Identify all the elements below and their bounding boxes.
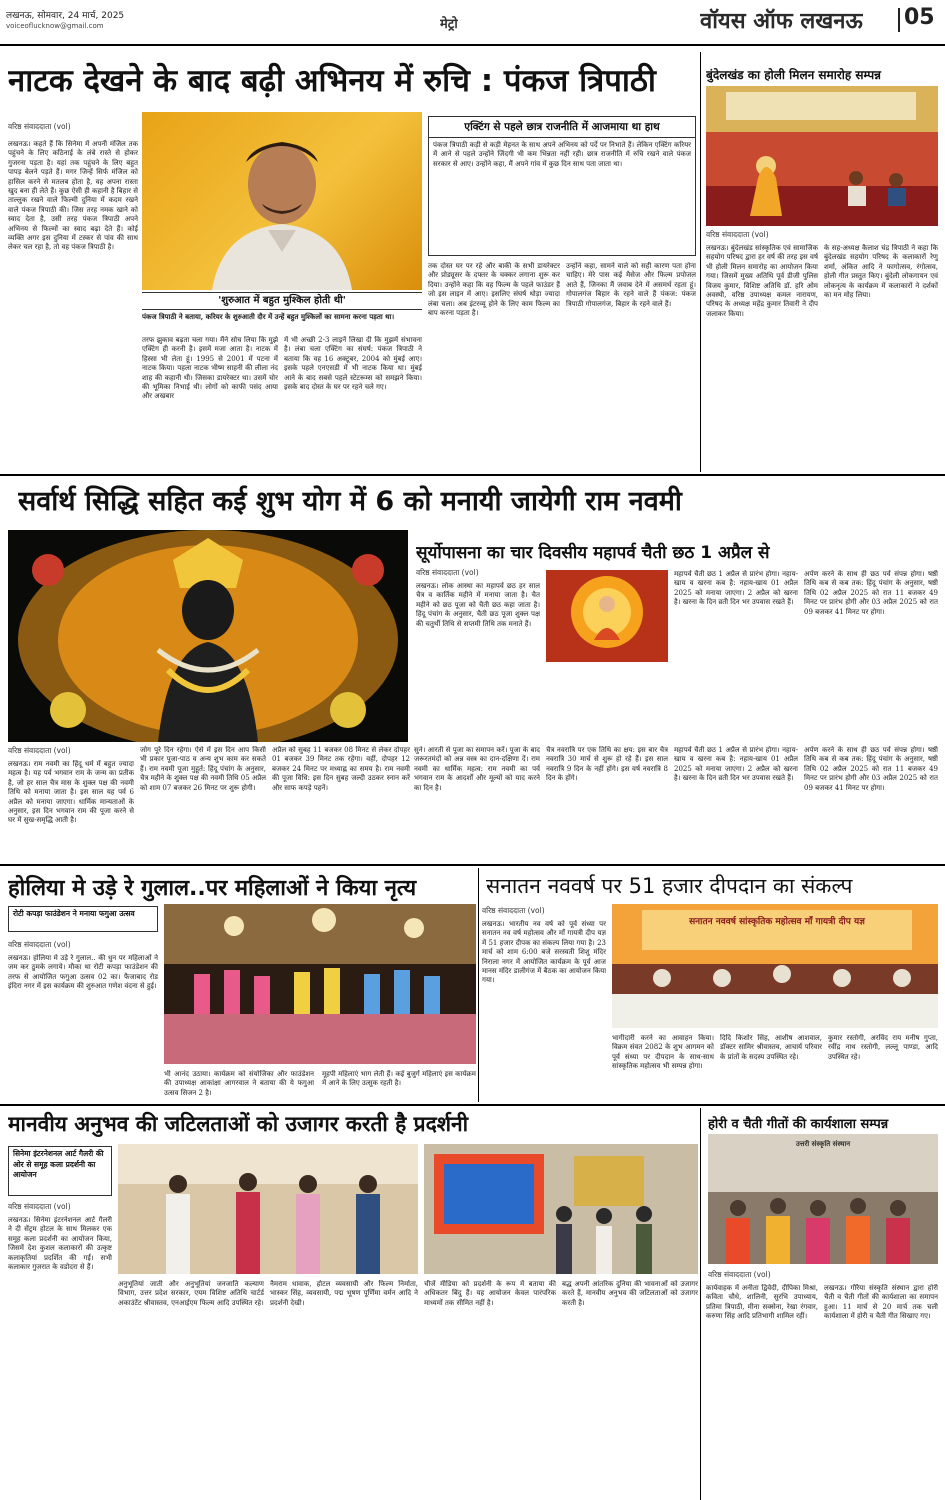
sidebar-text: पंकज त्रिपाठी कड़ी से कड़ी मेहनत के साथ अपने अभिनय को पर्दे पर निभाते हैं। लेकिन एक्टिंग करियर में आने से पहले उन्होंने जिंदगी भी कम भिन्नता नहीं रही। छात्र राजनीति में रुचि रखने वाले पंकज सरकार से आए। उन्होंने कहा, मैं अपने गांव में कुछ दिन साथ पता जाता था। — [433, 141, 691, 168]
sidebar-title: एक्टिंग से पहले छात्र राजनीति में आजमाया था हाथ — [429, 117, 695, 138]
story3-col2: जोग पूरे दिन रहेगा। ऐसे में इस दिन आप किसी भी प्रकार पूजा-पाठ व अन्य शुभ काम कर सकते हैं। राम नवमी पूजा मुहूर्त: हिंदू पंचांग के अनुसार, चैत्र महीने के शुक्ल पक्ष की नवमी तिथि 05 अप्रैल को शाम 07 बजकर 26 मिनट पर शुरू होगी। — [140, 746, 266, 792]
story6-col2: भागीदारी करने का आवाहन किया। विक्रम संवत 2082 के शुभ आगमन को पूर्व संध्या पर दीपदान के साथ-साथ सांस्कृतिक महोत्सव भी सम्पन्न होगा। — [612, 1034, 714, 1071]
story7-kicker: सिनेमा इंटरनेशनल आर्ट गैलरी की ओर से समूह कला प्रदर्शनी का आयोजन — [8, 1146, 112, 1196]
story2-text2: के सह-अध्यक्ष कैलाश चंद्र त्रिपाठी ने कहा कि बुंदेलखंड सहयोग परिषद के कलाकारों रेणु शर्मा, अंकित आदि ने फागोत्सव, रंगोत्सव, होली गीत प्रस्तुत किए। बुंदेली लोकगायन एवं लोकनृत्य के कार्यक्रम में कलाकारों ने दर्शकों का मन मोह लिया। — [824, 244, 938, 300]
story6-col3: दिदि किशोर सिंह, आशीष आशवाल, डॉक्टर सामिर श्रीवास्तव, आचार्य परिवार के प्रांतों के सदस्य उपस्थित रहे। — [720, 1034, 822, 1061]
story3-byline: वरिष्ठ संवाददाता (vol) — [8, 746, 71, 755]
story1-sidebar — [428, 116, 696, 256]
story5-headline: होलिया मे उड़े रे गुलाल..पर महिलाओं ने किया नृत्य — [8, 876, 417, 901]
dateline: लखनऊ, सोमवार, 24 मार्च, 2025 — [6, 11, 125, 21]
story7-col2: अनुभूतियां जाती और अनुभूतियां जनजाति कल्याण विभाग, उत्तर प्रदेश सरकार, एयम विशिष्ट अतिथि चार्टर्ड अकाउंटेंट श्रीवास्तव, एनआईएम फिल्म आदि उपस्थित रहे। — [118, 1280, 264, 1307]
masthead — [0, 0, 945, 44]
photo-subcaption: पंकज त्रिपाठी ने बताया, करियर के शुरुआती दौर में उन्हें बहुत मुश्किलों का सामना करना पड़ता था। — [142, 312, 395, 321]
story4-col4: चैत्र नवरात्रि पर एक तिथि का क्षय: इस बार चैत्र नवरात्रि 30 मार्च से शुरू हो रहे हैं। इस साल नवरात्रि 9 दिन के नहीं होंगे। इस वर्ष नवरात्रि 8 दिन के होंगे। — [546, 746, 668, 783]
paper-name: वॉयस ऑफ लखनऊ — [700, 9, 863, 34]
story1-col2: तरफ झुकाव बढ़ता चला गया। मैंने सोच लिया कि मुझे एक्टिंग ही करनी है। इसमें मजा आता है। नाटक में हिस्सा भी लेता हूं। 1995 से 2001 में पटना में नाटक किया। पहला नाटक भीष्म साहनी की लीला नंद शाह की कहानी थी। जिसका डायरेक्टर था। उसमें चोर की भूमिका निभाई थी। लोगों को काफी पसंद आया और अखबार — [142, 336, 278, 401]
story6-headline: सनातन नववर्ष पर 51 हजार दीपदान का संकल्प — [486, 874, 853, 898]
story6-byline: वरिष्ठ संवाददाता (vol) — [482, 906, 545, 915]
story2-headline: बुंदेलखंड का होली मिलन समारोह सम्पन्न — [706, 68, 881, 82]
holi-milan-photo — [706, 86, 938, 226]
exhibition-gallery-photo — [424, 1144, 698, 1274]
story7-headline: मानवीय अनुभव की जटिलताओं को उजागर करती है प्रदर्शनी — [8, 1112, 469, 1136]
story1-col4: तक दोस्त घर पर रहे और बाकी के सभी डायरेक्टर और प्रोड्यूसर के दफ्तर के चक्कर लगाना शुरू कर दिया। उन्होंने कहा कि वह फिल्म के पहले फाउंडर हैं जो इस लाइन में आए। इसलिए संघर्ष थोड़ा ज्यादा लंबा चला। अब इंटरव्यू होने के लिए काम फिल्म का बाप करना पड़ता है। — [428, 262, 560, 318]
story8-col2: लखनऊ। गौरैया संस्कृति संस्थान द्वारा होरी चैती व चैती गीतों की कार्यशाला का समापन हुआ। 11 मार्च से 20 मार्च तक चली कार्यशाला में होरी व चैती गीत सिखाए गए। — [824, 1284, 938, 1321]
story6-col1: लखनऊ। भारतीय नव वर्ष को पूर्व संध्या पर सनातन नव वर्ष महोत्सव और माँ गायत्री दीप यज्ञ में 51 हजार दीपक का संकल्प लिया गया है। 23 मार्च को शाम 6:00 बजे सरस्वती शिशु मंदिर निराला नगर में आयोजित कार्यक्रम के पूर्व आज मानस मंदिर डालीगंज में बैठक का आयोजन किया गया। — [482, 920, 606, 985]
ram-lalla-photo — [8, 530, 408, 742]
photo-caption: 'शुरुआत में बहुत मुश्किल होती थी' — [142, 292, 422, 310]
story7-col4: चीजें मीडिया को प्रदर्शनी के रूप में बताया की अधिकतर बिंदु हैं। यह आयोजन केवल पारंपरिक माध्यमों तक सीमित नहीं है। — [424, 1280, 556, 1307]
story1-col3: में भी अच्छी 2-3 लाइनें लिखा दी कि मुझमें संभावना है। लंबा चला एक्टिंग का संघर्ष: पंकज त्रिपाठी ने बताया कि वह 16 अक्टूबर, 2004 को मुंबई आए। इसके पहले एनएसडी में भी नाटक किया था। मुंबई आने के बाद सबसे पहले स्टेटरूम्स को समझने किया। इसके बाद दोस्त के घर पर रहने चले गए। — [284, 336, 422, 392]
surya-dev-photo — [546, 570, 668, 662]
exhibition-inauguration-photo — [118, 1144, 418, 1274]
story5-byline: वरिष्ठ संवाददाता (vol) — [8, 940, 71, 949]
story5-col2: भी आनंद उठाया। कार्यक्रम को संयोजिका और फाउंडेशन की उपाध्यक्ष आकांक्षा आगरवाल ने बताया की ये फगुआ उत्सव सिजन 2 है। — [164, 1070, 314, 1097]
workshop-photo — [708, 1134, 938, 1264]
story8-headline: होरी व चैती गीतों की कार्यशाला सम्पन्न — [708, 1117, 889, 1132]
story4-col2: महापर्व चैती छठ 1 अप्रैल से प्रारंभ होगा। नहाय-खाय व खरना कब है: नहाय-खाय 01 अप्रैल 2025 को मनाया जाएगा। 2 अप्रैल को खरना है। खरना के दिन व्रती दिन भर उपवास रखते हैं। — [674, 570, 798, 607]
sanatan-banner-text: सनातन नववर्ष सांस्कृतिक महोत्सव माँ गायत्री दीप यज्ञ — [689, 917, 865, 927]
sanatan-meeting-photo — [612, 904, 938, 1028]
pankaj-tripathi-photo — [142, 112, 422, 290]
story5-kicker: रोटी कपड़ा फाउंडेशन ने मनाया फगुआ उत्सव — [8, 906, 158, 932]
holi-dance-photo — [164, 904, 476, 1064]
page-number: 05 — [904, 5, 935, 30]
story3-headline: सर्वार्थ सिद्धि सहित कई शुभ योग में 6 को मनायी जायेगी राम नवमी — [18, 486, 682, 517]
story1-byline: वरिष्ठ संवाददाता (vol) — [8, 122, 71, 131]
story4-col3: अर्पण करने के साथ ही छठ पर्व संपन्न होगा। षष्ठी तिथि कब से कब तक: हिंदू पंचांग के अनुसार, षष्ठी तिथि 02 अप्रैल 2025 को रात 11 बजकर 49 मिनट पर प्रारंभ होगी और 03 अप्रैल 2025 को रात 09 बजकर 41 मिनट पर होगा। — [804, 570, 938, 616]
story1-col1: लखनऊ। कहते हैं कि सिनेमा में अपनी मंजिल तक पहुंचने के लिए कठिनाई के लंबे रास्ते से होकर गुजरना पड़ता है। यहां तक पहुंचने के लिए बहुत पापड़ बेलने पड़ते हैं। मगर जिन्हें सिर्फ मंजिल को हासिल करने से मतलब होता है, वह अपना रास्ता खुद बना ही लेते हैं। कुछ ऐसी ही कहानी है बिहार से ताल्लुक रखने वाले फिल्मी दुनिया में कदम रखने वाले पंकज त्रिपाठी की। जिस तरह नमक खाने को स्वाद देता है, उसी तरह पंकज त्रिपाठी अपने अभिनय से फिल्मों का स्वाद बढ़ा देते हैं। कोई व्यक्ति अगर इस दुनिया में टस्कर से पांव की साथ लेकर चल रहा है, तो वह पंकज त्रिपाठी है। — [8, 140, 138, 252]
story4-col1: लखनऊ। लोक आस्था का महापर्व छठ हर साल चैत्र व कार्तिक महीने में मनाया जाता है। चैत महीने को छठ पूजा को चैती छठ कहा जाता है। हिंदू पंचांग के अनुसार, चैती छठ पूजा शुक्ल पक्ष की चतुर्थी तिथि से सप्तमी तिथि तक मनाते हैं। — [416, 582, 540, 628]
story8-byline: वरिष्ठ संवाददाता (vol) — [708, 1270, 771, 1279]
story5-col3: मूहपी महिलाएं भाग लेती हैं। कई बुजुर्ग महिलाएं इस कार्यक्रम में आने के लिए उत्सुक रहती है। — [322, 1070, 476, 1088]
story6-col4: कुमार रस्तोगी, अरविंद राय मनीष गुप्ता, रवींद्र नाथ रस्तोगी, लल्लू पाण्डा, आदि उपस्थित रहे। — [828, 1034, 938, 1061]
section-name: मेट्रो — [440, 17, 458, 32]
story5-col1: लखनऊ। होलिया मे उड़े रे गुलाल.. की धुन पर महिलाओं ने जम कर ठुमके लगाये। मौका था रोटी कपड़ा फाउंडेशन की तरफ से आयोजित फगुआ उत्सव 02 का। फैजाबाद रोड इंदिरा नगर में इस कार्यक्रम की शुरुआत गणेश वंदना से हुई। — [8, 954, 158, 991]
story3-col3: अप्रैल को सुबह 11 बजकर 08 मिनट से लेकर दोपहर 01 बजकर 39 मिनट तक रहेगा। वहीं, दोपहर 12 बजकर 24 मिनट पर मध्याह्न का समय है। राम नवमी की पूजा विधि: इस दिन सुबह जल्दी उठकर स्नान करें और साफ कपड़े पहनें। — [272, 746, 410, 792]
story1-headline: नाटक देखने के बाद बढ़ी अभिनय में रुचि : पंकज त्रिपाठी — [8, 63, 656, 99]
story7-col1: लखनऊ। सिनेमा इंटरनेशनल आर्ट गैलरी ने दी सेंट्रम होटल के साथ मिलकर एक समूह कला प्रदर्शनी का आयोजन किया, जिसमें देश कुशल कलाकारों की उत्कृष्ट कलाकृतियां प्रदर्शित की गईं। सभी कलाकार गुजरात के वडोदरा से हैं। — [8, 1216, 112, 1272]
story2-byline: वरिष्ठ संवाददाता (vol) — [706, 230, 769, 239]
story3-col4: सुने। आरती से पूजा का समापन करें। पूजा के बाद जरूरतमंदों को अन्न वस्त्र का दान-दक्षिणा दें। राम नवमी का धार्मिक महत्व: राम नवमी का पर्व भगवान राम के आदर्शों और मूल्यों को याद करने का दिन है। — [414, 746, 540, 792]
story1-col5: उन्होंने कहा, सामने वाले को सही कारण पता होना चाहिए। मेरे पास कई मैसेज और फिल्म प्रपोजल आते हैं, जिनका मैं जवाब देने में असमर्थ रहता हूं। गोपालगंज बिहार के रहने वाले हैं पंकज: पंकज त्रिपाठी गोपालगंज, बिहार के रहने वाले हैं। — [566, 262, 696, 308]
story4-col3b: अर्पण करने के साथ ही छठ पर्व संपन्न होगा। षष्ठी तिथि कब से कब तक: हिंदू पंचांग के अनुसार, षष्ठी तिथि 02 अप्रैल 2025 को रात 11 बजकर 49 मिनट पर प्रारंभ होगी और 03 अप्रैल 2025 को रात 09 बजकर 41 मिनट पर होगा। — [804, 746, 938, 792]
story2-text: लखनऊ। बुंदेलखंड सांस्कृतिक एवं सामाजिक सहयोग परिषद द्वारा हर वर्ष की तरह इस वर्ष भी होली मिलन समारोह का आयोजन किया गया। जिसमें मुख्य अतिथि पूर्व डीजी पुलिस विजय कुमार, विशिष्ट अतिथि डॉ. हरि ओम अवस्थी, वरिष्ठ उपाध्यक्ष कमल नारायण, परिषद के अध्यक्ष महेंद्र कुमार तिवारी ने दीप जलाकर किया। — [706, 244, 818, 318]
story4-headline: सूर्योपासना का चार दिवसीय महापर्व चैती छठ 1 अप्रैल से — [416, 543, 770, 563]
stage-banner-text: उत्तरी संस्कृति संस्थान — [795, 1140, 851, 1148]
story4-col2b: महापर्व चैती छठ 1 अप्रैल से प्रारंभ होगा। नहाय-खाय व खरना कब है: नहाय-खाय 01 अप्रैल 2025 को मनाया जाएगा। 2 अप्रैल को खरना है। खरना के दिन व्रती दिन भर उपवास रखते हैं। — [674, 746, 798, 783]
story4-byline: वरिष्ठ संवाददाता (vol) — [416, 568, 479, 577]
email: voiceoflucknow@gmail.com — [6, 22, 104, 30]
story8-col1: कार्यवाहक में अनीता द्विवेदी, दीपिका मिश्रा, कविता चौधे, शालिनी, सुरभि उपाध्याय, प्रतिमा त्रिपाठी, मीना सक्सेना, रेखा रंगवार, करुणा सिंह आदि प्रतिभागी शामिल रहीं। — [706, 1284, 818, 1321]
story7-col5-visible: बद्ध अपनी आंतरिक दुनिया की भावनाओं को उजागर करते हैं, मानवीय अनुभव की जटिलताओं को उजागर करती है। — [562, 1280, 698, 1307]
story7-col3: नैमराम धावाक, होटल व्यवसायी और फिल्म निर्माता, भास्कर सिंह, व्यवसायी, पद्म भूषण पूर्णिमा वर्मन आदि ने प्रदर्शनी देखी। — [270, 1280, 418, 1307]
story7-byline: वरिष्ठ संवाददाता (vol) — [8, 1202, 71, 1211]
story3-col1: लखनऊ। राम नवमी का हिंदू धर्म में बहुत ज्यादा महत्व है। यह पर्व भगवान राम के जन्म का प्रतीक है, जो हर साल चैत्र मास के शुक्ल पक्ष की नवमी तिथि को मनाया जाता है। इस साल यह पर्व 6 अप्रैल को मनाया जाएगा। धार्मिक मान्यताओं के अनुसार, इस दिन भगवान राम की पूजा करने से घर में सुख-समृद्धि आती है। — [8, 760, 134, 825]
